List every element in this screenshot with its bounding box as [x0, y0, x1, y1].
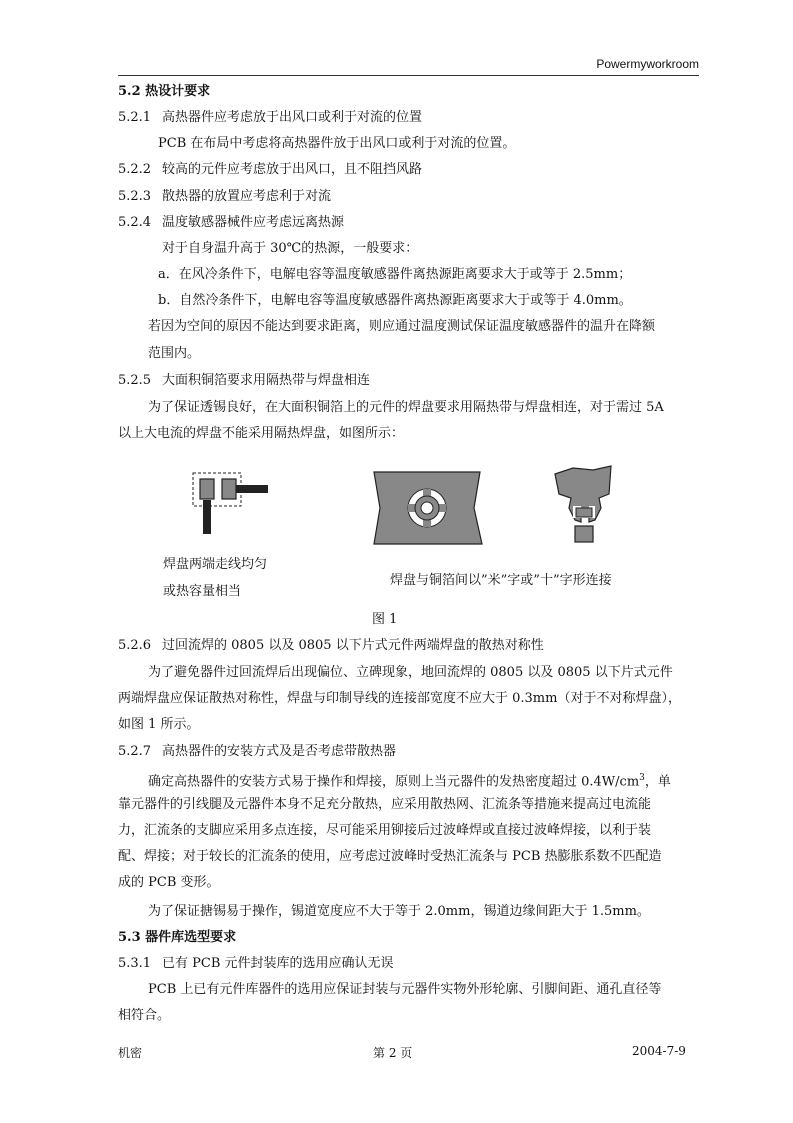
- heading-5-2-4: [118, 214, 344, 232]
- via-hole: [421, 502, 433, 514]
- trace-right: [236, 485, 268, 493]
- heading-number: 5.2.5: [118, 373, 152, 388]
- heading-5-3-1: [118, 955, 394, 973]
- heading-number: 5.2.1: [118, 110, 152, 125]
- heading-text: 温度敏感器械件应考虑远离热源: [162, 215, 345, 230]
- paragraph-5-2-7-line2: 靠元器件的引线腿及元器件本身不足充分散热，应采用散热网、汇流条等措施来提高过电流能: [118, 797, 652, 812]
- trace-down: [203, 500, 211, 534]
- footer-confidential: 机密: [118, 1046, 143, 1060]
- paragraph-5-2-7-line3: 力，汇流条的支脚应采用多点连接，尽可能采用铆接后过波峰焊或直接过波峰焊接，以利于装: [118, 823, 652, 838]
- paragraph-5-2-4-note-line2: 范围内。: [148, 346, 201, 361]
- paragraph-5-2-7-line1: [148, 769, 671, 791]
- pad-left: [200, 479, 214, 499]
- paragraph-5-2-6-line2: 两端焊盘应保证散热对称性，焊盘与印制导线的连接部宽度不应大于 0.3mm（对于不对称焊盘），: [118, 691, 681, 706]
- pad-separate: [575, 526, 593, 542]
- heading-number: 5.2.6: [118, 638, 152, 653]
- heading-number: 5.2.3: [118, 189, 152, 204]
- paragraph-5-2-7-line5: 成的 PCB 变形。: [118, 875, 220, 890]
- figure-caption-right: 焊盘与铜箔间以”米”字或”十”字形连接: [390, 573, 612, 588]
- pad-right: [222, 479, 236, 499]
- paragraph-5-2-4-note-line1: 若因为空间的原因不能达到要求距离，则应通过温度测试保证温度敏感器件的温升在降额: [148, 319, 656, 334]
- heading-text: 已有 PCB 元件封装库的选用应确认无误: [162, 956, 394, 971]
- heading-text: 高热器件应考虑放于出风口或利于对流的位置: [162, 110, 423, 125]
- paragraph-5-2-1: PCB 在布局中考虑将高热器件放于出风口或利于对流的位置。: [158, 136, 516, 151]
- spoke-top: [581, 500, 589, 508]
- figure-label: 图 1: [372, 612, 398, 627]
- page-header: [118, 55, 699, 76]
- paragraph-5-2-4-intro: 对于自身温升高于 30℃的热源，一般要求：: [162, 241, 419, 256]
- paragraph-5-2-5-line1: 为了保证透锡良好，在大面积铜箔上的元件的焊盘要求用隔热带与焊盘相连，对于需过 5A: [148, 400, 664, 415]
- paragraph-5-2-5-line2: 以上大电流的焊盘不能采用隔热焊盘，如图所示：: [118, 426, 405, 441]
- superscript: 3: [639, 773, 645, 783]
- heading-5-2-6: [118, 637, 544, 655]
- heading-text: 较高的元件应考虑放于出风口，且不阻挡风路: [162, 162, 423, 177]
- figure-caption-left-line1: 焊盘两端走线均匀: [163, 557, 268, 572]
- heading-5-2-1: [118, 109, 422, 127]
- figure-left-pads-diagram: [190, 470, 272, 536]
- heading-5-2-3: [118, 188, 331, 206]
- paragraph-5-3-1-line1: PCB 上已有元件库器件的选用应保证封装与元器件实物外形轮廓、引脚间距、通孔直径等: [148, 982, 662, 997]
- heading-text: 过回流焊的 0805 以及 0805 以下片式元件两端焊盘的散热对称性: [162, 638, 544, 653]
- paragraph-5-2-6-line3: 如图 1 所示。: [118, 717, 200, 732]
- heading-text: 高热器件的安装方式及是否考虑带散热器: [162, 744, 397, 759]
- list-item-b: b．自然冷条件下，电解电容等温度敏感器件离热源距离要求大于或等于 4.0mm。: [158, 293, 632, 308]
- footer-page-number: 第 2 页: [373, 1046, 413, 1060]
- footer-date: 2004-7-9: [632, 1044, 686, 1058]
- paragraph-5-2-6-line1: 为了避免器件过回流焊后出现偏位、立碑现象，地回流焊的 0805 以及 0805 以下片式元件: [148, 665, 673, 680]
- paragraph-5-2-7-line4: 配、焊接；对于较长的汇流条的使用，应考虑过波峰时受热汇流条与 PCB 热膨胀系数不匹配造: [118, 849, 662, 864]
- heading-number: 5.2.7: [118, 744, 152, 759]
- figure-thermal-relief-diagram: [372, 470, 484, 546]
- pad-square: [576, 508, 592, 517]
- heading-5-2-7: [118, 743, 396, 761]
- text-run: ，单: [644, 774, 671, 790]
- header-text: Powermyworkroom: [596, 57, 699, 71]
- figure-cross-connection-diagram: [553, 464, 623, 546]
- paragraph-5-3-1-line2: 相符合。: [118, 1008, 171, 1023]
- section-5-2-title: 5.2 热设计要求: [118, 84, 211, 99]
- heading-5-2-2: [118, 161, 422, 179]
- paragraph-5-2-7-line6: 为了保证搪锡易于操作，锡道宽度应不大于等于 2.0mm，锡道边缘间距大于 1.5mm。: [148, 904, 650, 919]
- list-item-a: a．在风冷条件下，电解电容等温度敏感器件离热源距离要求大于或等于 2.5mm；: [158, 267, 632, 282]
- figure-caption-left-line2: 或热容量相当: [163, 584, 242, 599]
- heading-text: 散热器的放置应考虑利于对流: [162, 189, 332, 204]
- heading-number: 5.3.1: [118, 956, 152, 971]
- heading-text: 大面积铜箔要求用隔热带与焊盘相连: [162, 373, 371, 388]
- heading-number: 5.2.4: [118, 215, 152, 230]
- section-5-3-title: 5.3 器件库选型要求: [118, 930, 237, 945]
- text-run: 确定高热器件的安装方式易于操作和焊接，原则上当元器件的发热密度超过 0.4W/cm: [148, 774, 640, 790]
- heading-number: 5.2.2: [118, 162, 152, 177]
- heading-5-2-5: [118, 372, 370, 390]
